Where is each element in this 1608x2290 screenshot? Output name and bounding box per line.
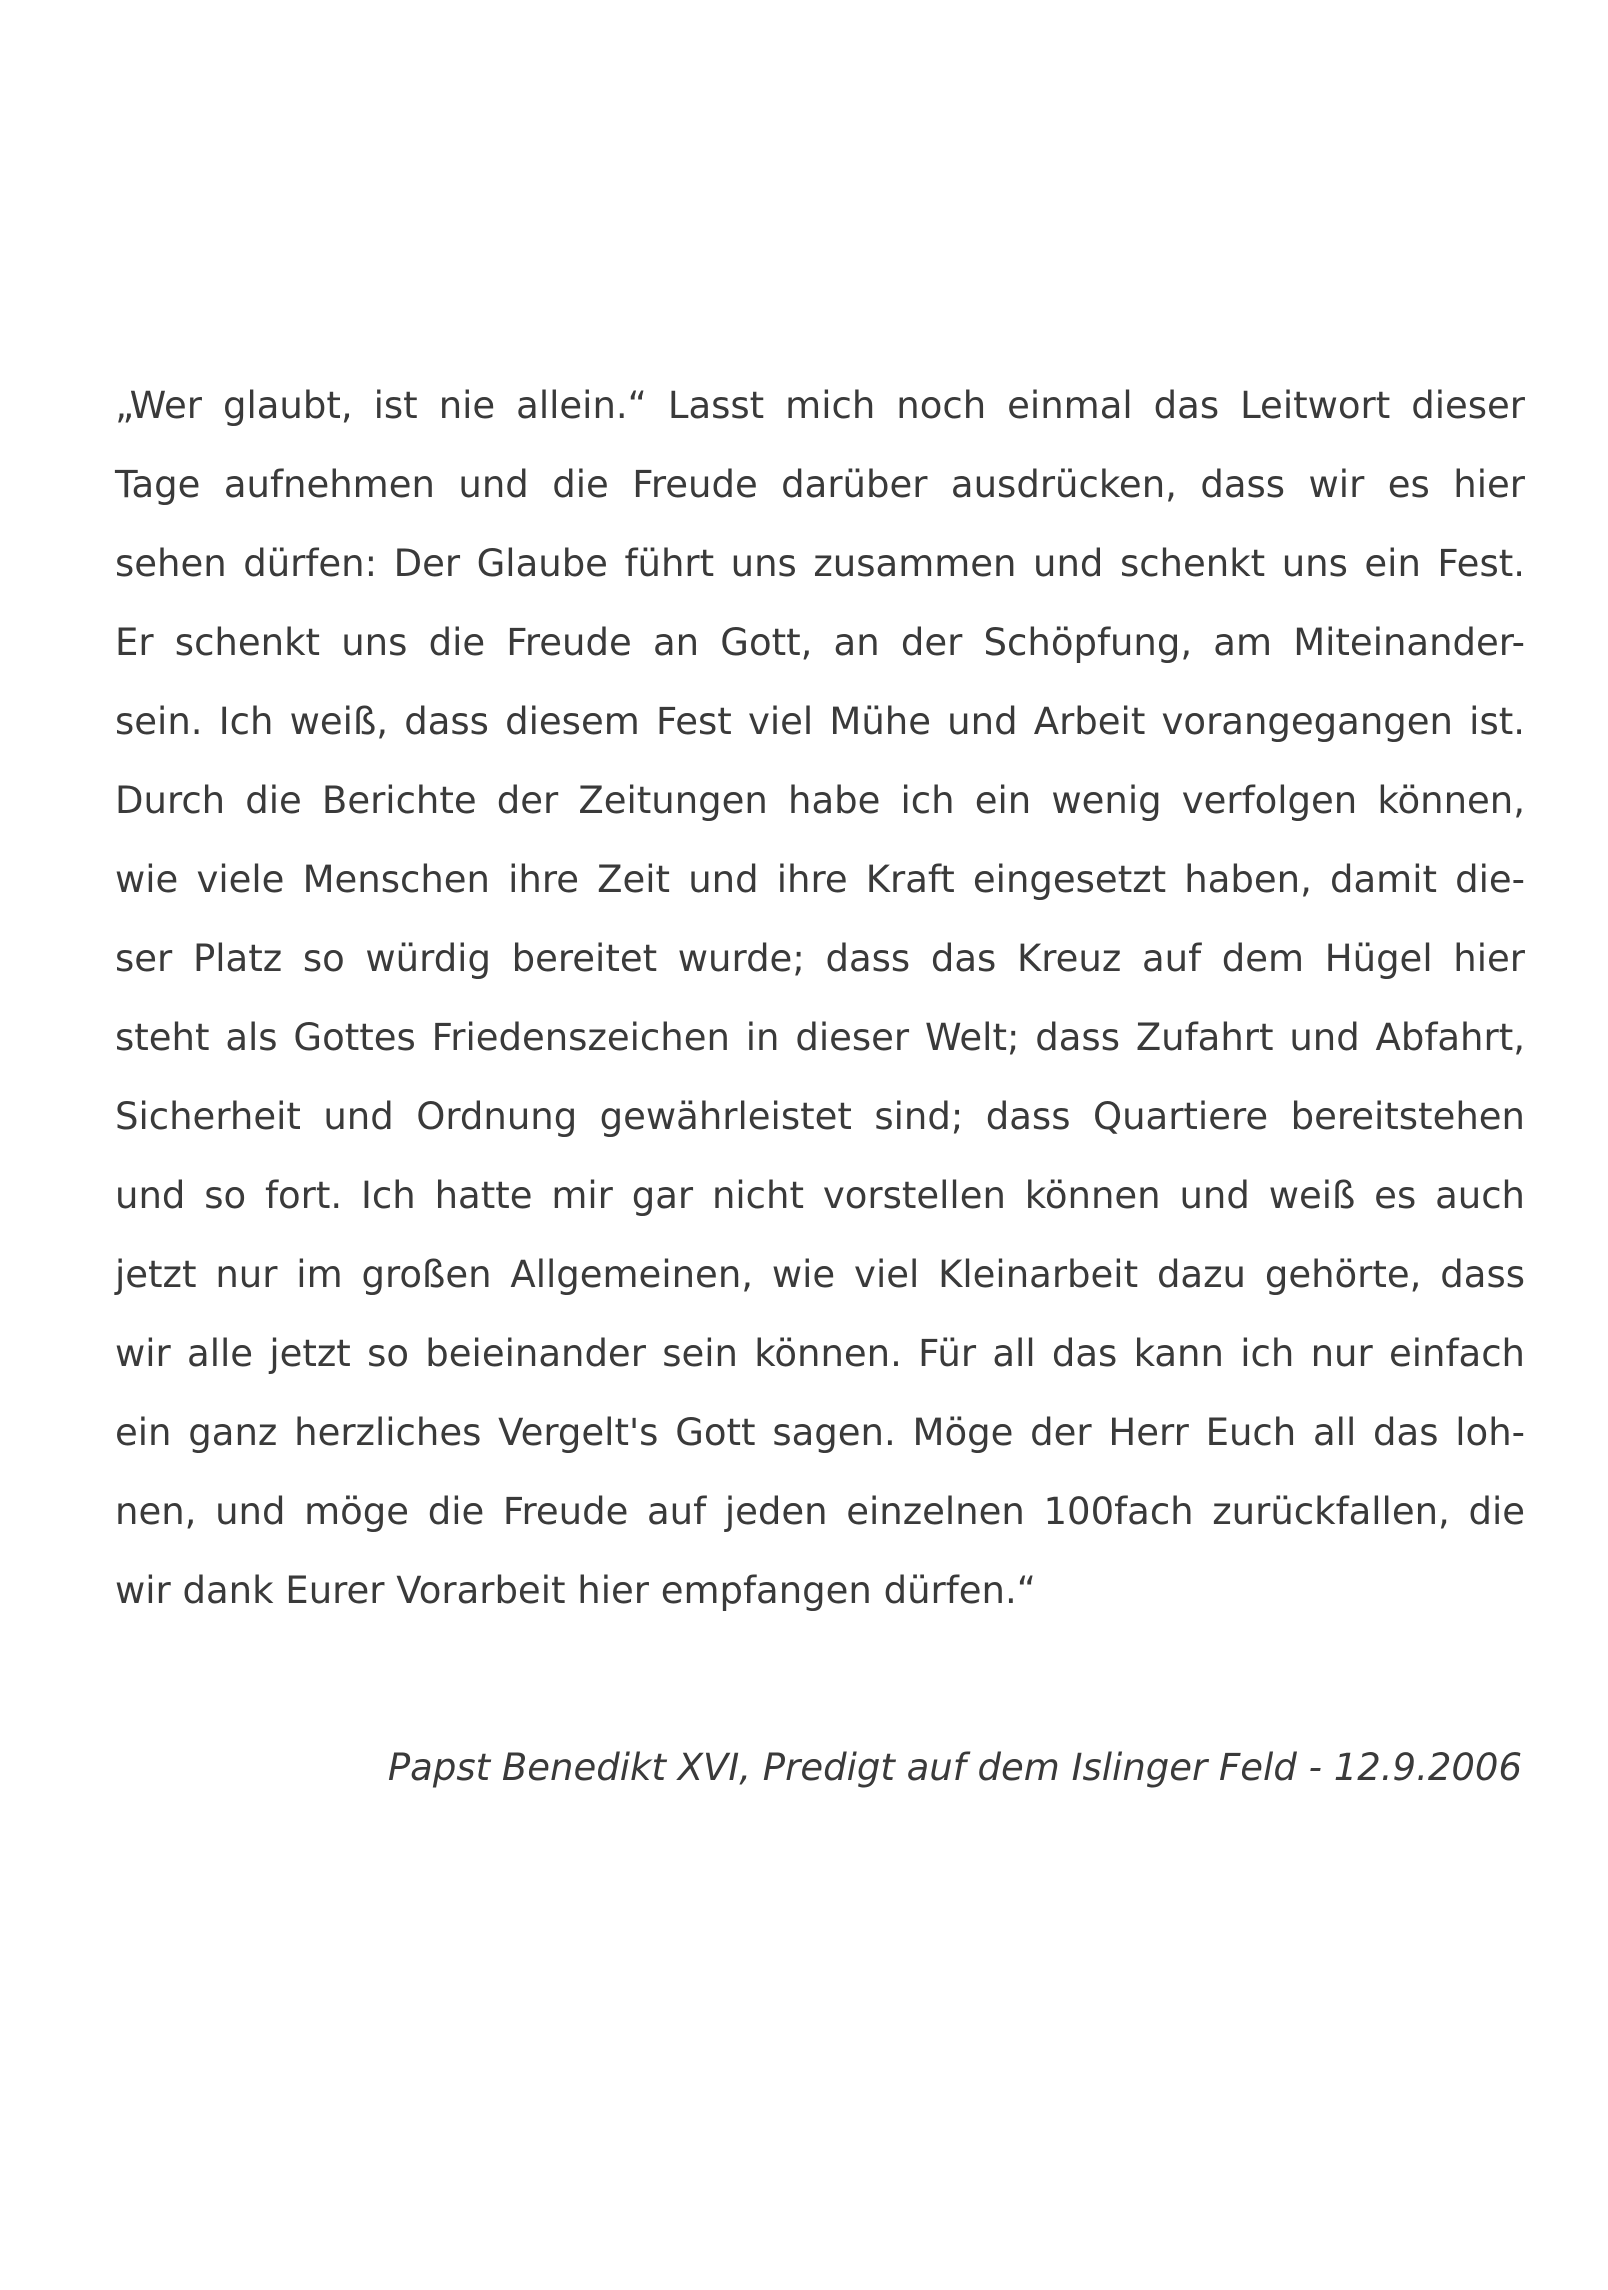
quote-line: und so fort. Ich hatte mir gar nicht vorstellen können und weiß es auch (115, 1174, 1525, 1217)
quote-line: Durch die Berichte der Zeitungen habe ich ein wenig verfolgen können, (115, 779, 1525, 822)
quote-line: steht als Gottes Friedenszeichen in dieser Welt; dass Zufahrt und Abfahrt, (115, 1016, 1525, 1059)
quote-line: ser Platz so würdig bereitet wurde; dass das Kreuz auf dem Hügel hier (115, 937, 1525, 980)
quote-line: Er schenkt uns die Freude an Gott, an der Schöpfung, am Miteinander- (115, 621, 1525, 664)
quote-line: sein. Ich weiß, dass diesem Fest viel Mühe und Arbeit vorangegangen ist. (115, 700, 1525, 743)
quote-line: wir alle jetzt so beieinander sein können. Für all das kann ich nur einfach (115, 1332, 1525, 1375)
quote-line: ein ganz herzliches Vergelt's Gott sagen. Möge der Herr Euch all das loh- (115, 1411, 1525, 1454)
quote-line: jetzt nur im großen Allgemeinen, wie viel Kleinarbeit dazu gehörte, dass (115, 1253, 1525, 1296)
quote-line: wir dank Eurer Vorarbeit hier empfangen dürfen.“ (115, 1569, 1036, 1612)
quote-body (115, 366, 1525, 1630)
quote-line: Sicherheit und Ordnung gewährleistet sind; dass Quartiere bereitstehen (115, 1095, 1525, 1138)
quote-line: „Wer glaubt, ist nie allein.“ Lasst mich noch einmal das Leitwort dieser (115, 384, 1525, 427)
quote-attribution: Papst Benedikt XVI, Predigt auf dem Islinger Feld - 12.9.2006 (387, 1746, 1522, 1789)
quote-line: sehen dürfen: Der Glaube führt uns zusammen und schenkt uns ein Fest. (115, 542, 1525, 585)
quote-line: wie viele Menschen ihre Zeit und ihre Kraft eingesetzt haben, damit die- (115, 858, 1525, 901)
quote-line: nen, und möge die Freude auf jeden einzelnen 100fach zurückfallen, die (115, 1490, 1525, 1533)
quote-line: Tage aufnehmen und die Freude darüber ausdrücken, dass wir es hier (115, 463, 1525, 506)
